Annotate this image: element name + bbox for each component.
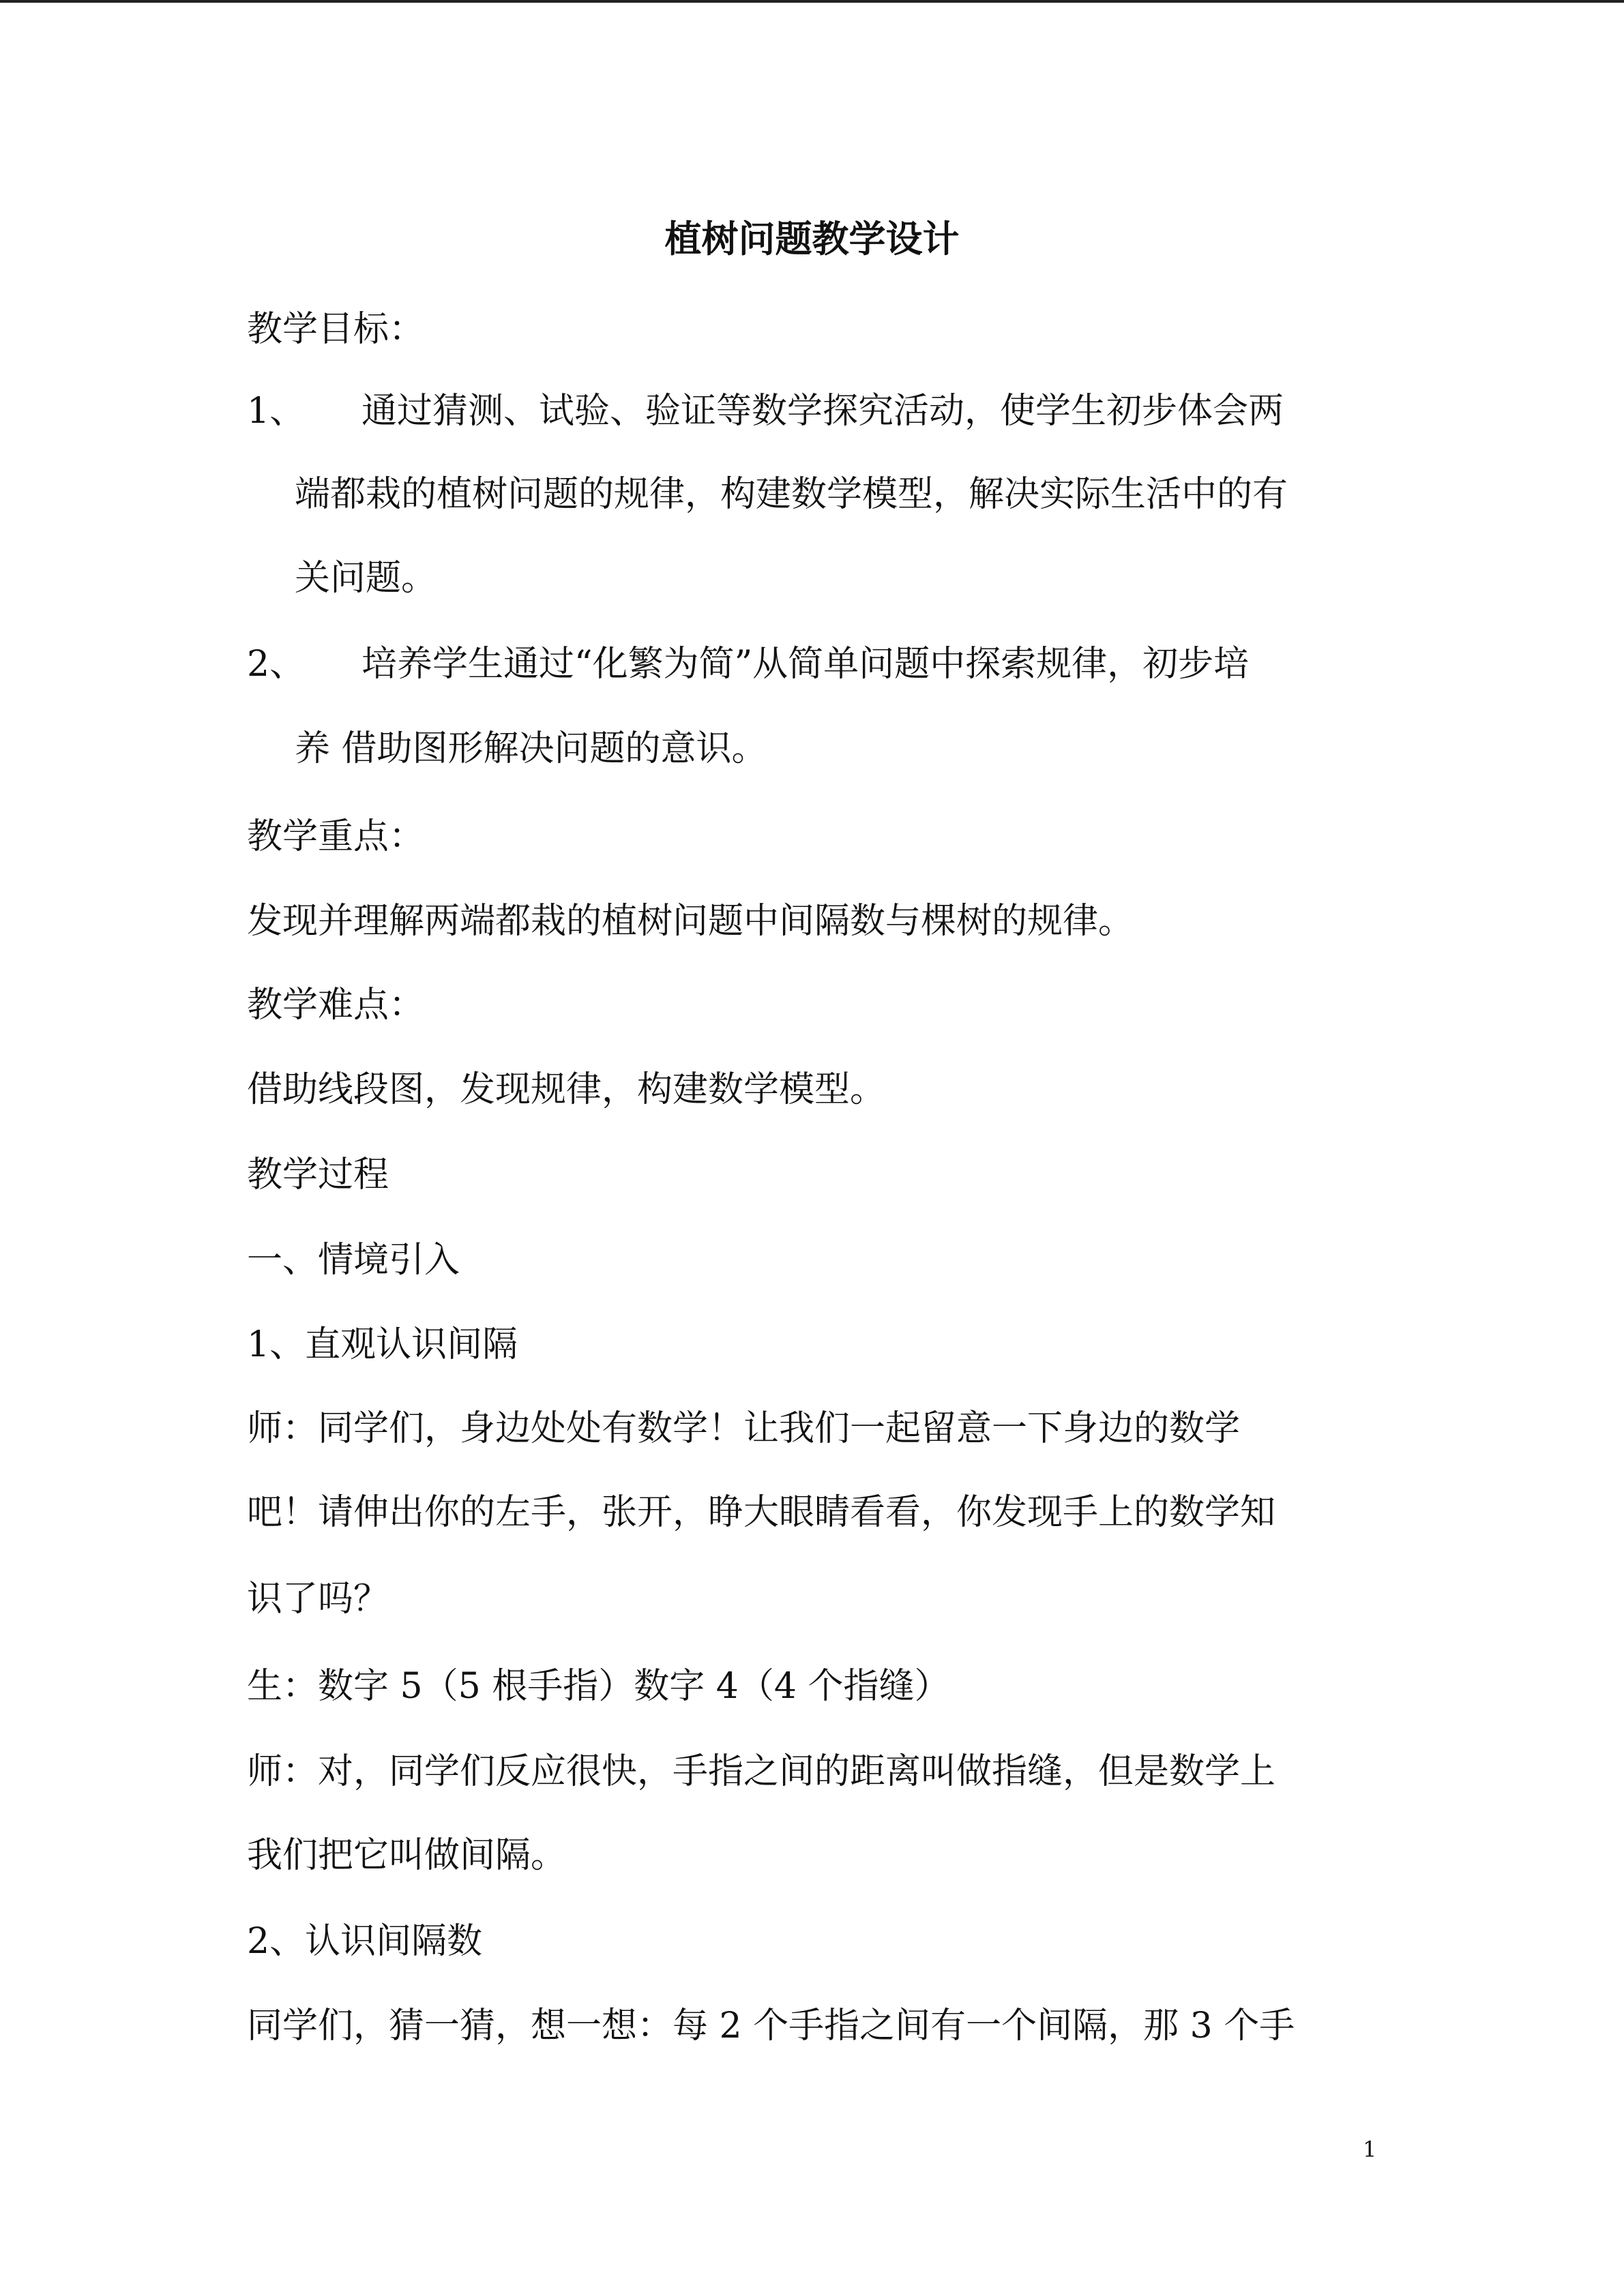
focus-text: 发现并理解两端都栽的植树问题中间隔数与棵树的规律。 [247,901,1134,942]
goal-1 [247,384,1284,438]
page-number: 1 [1363,2136,1377,2162]
goal-1-number: 1、 [247,391,306,432]
goal-2-text: 培养学生通过“化繁为简”从简单问题中探索规律，初步培 [361,644,1250,685]
teacher-line-3: 识了吗？ [247,1579,389,1620]
process-heading: 教学过程 [247,1154,389,1195]
student-answer: 生：数字 5（5 根手指）数字 4（4 个指缝） [247,1666,950,1707]
page-top-border [0,0,1624,3]
goal-2-number: 2、 [247,644,306,685]
step-1-heading: 1、直观认识间隔 [247,1324,518,1365]
teacher-line-2: 吧！请伸出你的左手，张开，睁大眼睛看看，你发现手上的数学知 [247,1492,1276,1533]
goal-1-text: 通过猜测、试验、验证等数学探究活动，使学生初步体会两 [361,391,1284,432]
section-1-heading: 一、情境引入 [247,1240,460,1281]
goal-1-line-3: 关问题。 [295,558,437,599]
goals-heading: 教学目标： [247,309,425,350]
teacher-line-1: 师：同学们，身边处处有数学！让我们一起留意一下身边的数学 [247,1408,1241,1449]
goal-1-line-2: 端都栽的植树问题的规律，构建数学模型，解决实际生活中的有 [295,474,1288,515]
focus-heading: 教学重点： [247,816,425,857]
teacher-reply-line-1: 师：对，同学们反应很快，手指之间的距离叫做指缝，但是数学上 [247,1751,1276,1792]
goal-2 [247,637,1249,691]
step-2-heading: 2、认识间隔数 [247,1921,483,1962]
difficulty-text: 借助线段图，发现规律，构建数学模型。 [247,1069,886,1110]
question-line-1: 同学们，猜一猜，想一想：每 2 个手指之间有一个间隔，那 3 个手 [247,2006,1295,2046]
document-title: 植树问题教学设计 [664,217,960,260]
teacher-reply-line-2: 我们把它叫做间隔。 [247,1835,567,1876]
goal-2-line-2: 养 借助图形解决问题的意识。 [295,728,767,769]
difficulty-heading: 教学难点： [247,985,425,1026]
